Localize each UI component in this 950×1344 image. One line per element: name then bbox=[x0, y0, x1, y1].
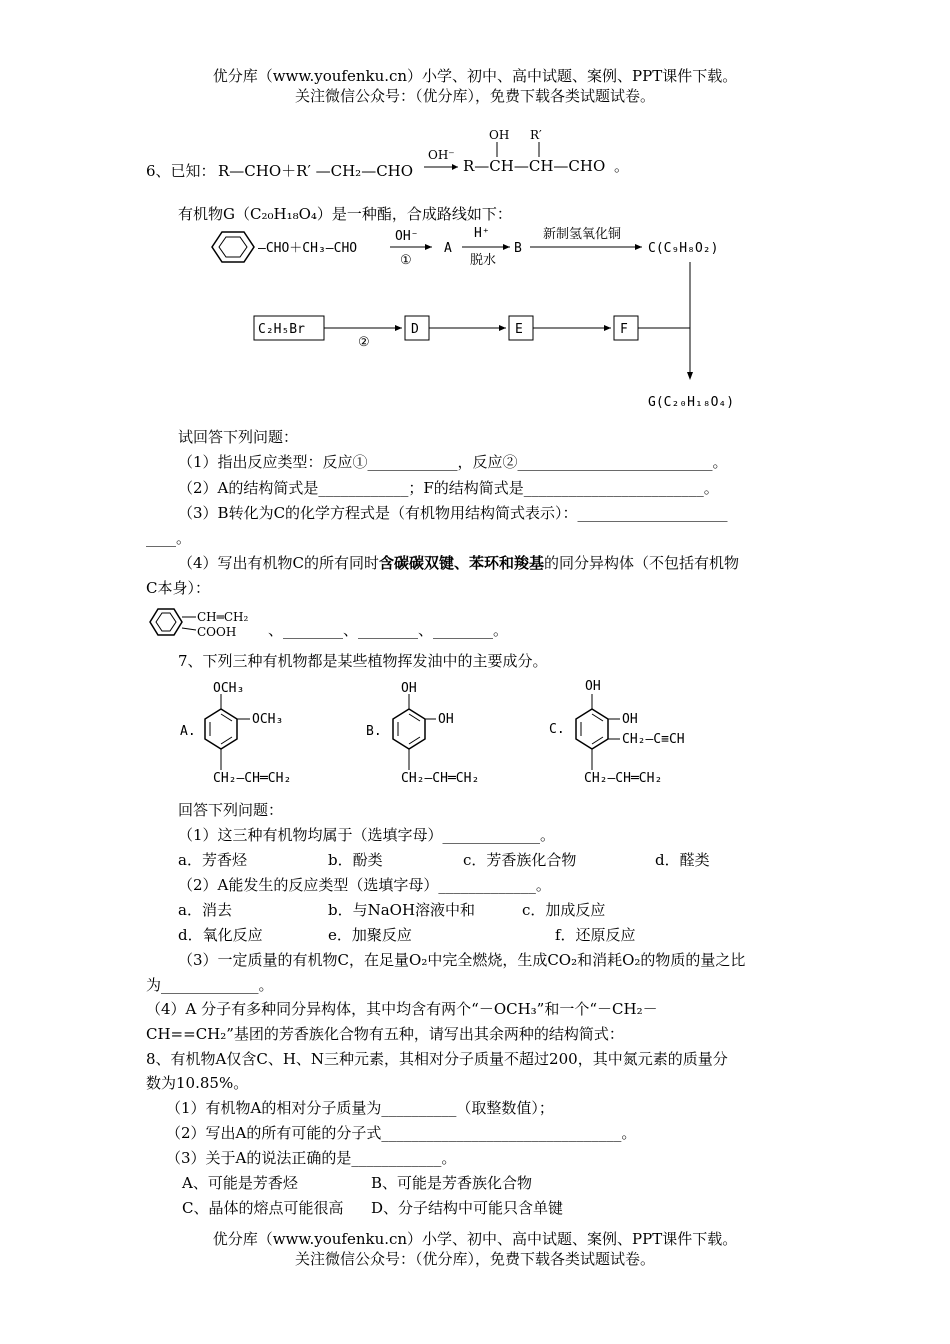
q7-sub4-cont: CH==CH₂”基团的芳香族化合物有五种，请写出其余两种的结构简式： bbox=[146, 1025, 624, 1043]
q7-a-g3: CH₂—CH═CH₂ bbox=[213, 771, 292, 786]
q6-answer-prompt: 试回答下列问题： bbox=[178, 428, 299, 446]
q6-sub4-bold: 含碳碳双键、苯环和羧基 bbox=[379, 554, 545, 572]
q7-sub3: （3）一定质量的有机物C，在足量O₂中完全燃烧，生成CO₂和消耗O₂的物质的量之比 bbox=[178, 951, 746, 969]
q6-catalyst: OH⁻ bbox=[428, 148, 455, 162]
q8-opt-c: C、晶体的熔点可能很高 bbox=[182, 1199, 344, 1217]
scheme-start2: C₂H₅Br bbox=[258, 322, 305, 337]
q7-b-g1: OH bbox=[401, 681, 417, 696]
footer-line-1: 优分库（www.youfenku.cn）小学、初中、高中试题、案例、PPT课件下载。 bbox=[212, 1230, 738, 1248]
q8-sub1: （1）有机物A的相对分子质量为__________（取整数值）； bbox=[166, 1099, 554, 1117]
q7-a-g1: OCH₃ bbox=[213, 681, 245, 696]
q7-c-g2: OH bbox=[622, 712, 638, 727]
q6-sub2: （2）A的结构简式是____________；F的结构简式是________________________。 bbox=[178, 479, 719, 497]
q6-example-top: CH═CH₂ bbox=[197, 610, 249, 624]
q6-intro: 有机物G（C₂₀H₁₈O₄）是一种酯，合成路线如下： bbox=[178, 205, 512, 223]
q7-sub2-opt-e: e．加聚反应 bbox=[328, 926, 412, 944]
q6-reaction-lhs: R—CHO＋R′ —CH₂—CHO bbox=[218, 162, 414, 180]
footer-line-2: 关注微信公众号：（优分库），免费下载各类试题试卷。 bbox=[294, 1250, 655, 1268]
q7-sub2-opt-f: f．还原反应 bbox=[555, 926, 636, 944]
q6-known-label: 6、已知： bbox=[146, 162, 216, 180]
scheme-g: G(C₂₀H₁₈O₄) bbox=[648, 395, 735, 410]
q6-sub3-cont: ____。 bbox=[146, 529, 192, 547]
q7-sub3-cont: 为_____________。 bbox=[146, 976, 274, 994]
q7-sub1-opt-b: b．酚类 bbox=[328, 851, 383, 869]
q8-sub2: （2）写出A的所有可能的分子式________________________________。 bbox=[166, 1124, 637, 1142]
q7-c-g2b: CH₂—C≡CH bbox=[622, 732, 685, 747]
q7-sub2-opt-a: a．消去 bbox=[178, 901, 232, 919]
structure-c-ring bbox=[576, 709, 608, 749]
scheme-b: B bbox=[514, 241, 522, 256]
header-line-2: 关注微信公众号：（优分库），免费下载各类试题试卷。 bbox=[294, 87, 655, 105]
q8-line1: 8、有机物A仅含C、H、N三种元素，其相对分子质量不超过200，其中氮元素的质量分 bbox=[146, 1050, 728, 1068]
scheme-h-plus: H⁺ bbox=[474, 226, 490, 241]
q7-sub2-opt-b: b．与NaOH溶液中和 bbox=[328, 901, 476, 919]
q6-sub3: （3）B转化为C的化学方程式是（有机物用结构简式表示）：____________________ bbox=[178, 504, 728, 522]
q7-sub1: （1）这三种有机物均属于（选填字母）_____________。 bbox=[178, 826, 556, 844]
q7-sub2-opt-d: d．氧化反应 bbox=[178, 926, 263, 944]
q6-product-oh: OH bbox=[489, 128, 510, 142]
q7-c-label: C. bbox=[549, 722, 565, 737]
q8-sub3: （3）关于A的说法正确的是____________。 bbox=[166, 1149, 457, 1167]
q7-prompt: 回答下列问题： bbox=[178, 801, 284, 819]
scheme-d: D bbox=[411, 322, 419, 337]
q6-product-main: R—CH—CH—CHO bbox=[463, 157, 606, 175]
q6-example-bottom: COOH bbox=[197, 625, 237, 639]
scheme-a: A bbox=[444, 241, 452, 256]
scheme-reagent: 新制氢氧化铜 bbox=[543, 227, 622, 242]
q8-opt-b: B、可能是芳香族化合物 bbox=[371, 1174, 533, 1192]
scheme-oh: OH⁻ bbox=[395, 229, 419, 244]
q7-c-g1: OH bbox=[585, 679, 601, 694]
q6-product-r: R′ bbox=[530, 128, 542, 142]
structure-a-ring bbox=[205, 709, 237, 749]
q7-b-g3: CH₂—CH═CH₂ bbox=[401, 771, 480, 786]
scheme-f: F bbox=[620, 322, 628, 337]
q7-sub1-opt-d: d．醛类 bbox=[655, 851, 710, 869]
q6-sub4-cont: C本身）： bbox=[146, 579, 210, 597]
q8-opt-a: A、可能是芳香烃 bbox=[182, 1174, 298, 1192]
scheme-step1: ① bbox=[400, 253, 412, 268]
q8-opt-d: D、分子结构中可能只含单键 bbox=[371, 1199, 564, 1217]
q7-a-label: A. bbox=[180, 724, 196, 739]
q7-b-g2: OH bbox=[438, 712, 454, 727]
q6-product-end: 。 bbox=[614, 157, 630, 175]
scheme-reactants: —CHO＋CH₃—CHO bbox=[258, 241, 358, 256]
q6-sub4-pre: （4）写出有机物C的所有同时 bbox=[178, 554, 380, 572]
q7-a-g2: OCH₃ bbox=[252, 712, 284, 727]
scheme-dehydrate: 脱水 bbox=[470, 253, 497, 268]
q7-sub2-opt-c: c．加成反应 bbox=[522, 901, 606, 919]
q7-sub1-opt-a: a．芳香烃 bbox=[178, 851, 247, 869]
structure-b-ring bbox=[393, 709, 425, 749]
q6-sub1: （1）指出反应类型：反应①____________，反应②__________________________。 bbox=[178, 453, 728, 471]
q7-sub4: （4）A 分子有多种同分异构体，其中均含有两个“－OCH₃”和一个“－CH₂－ bbox=[146, 1000, 658, 1018]
q6-example-blanks: 、________、________、________。 bbox=[268, 621, 509, 639]
q6-sub4-post: 的同分异构体（不包括有机物 bbox=[544, 554, 740, 572]
q7-sub1-opt-c: c．芳香族化合物 bbox=[463, 851, 577, 869]
q7-b-label: B. bbox=[366, 724, 382, 739]
q7-title: 7、下列三种有机物都是某些植物挥发油中的主要成分。 bbox=[178, 652, 548, 670]
q7-c-g3: CH₂—CH═CH₂ bbox=[584, 771, 663, 786]
scheme-c: C(C₉H₈O₂) bbox=[648, 241, 719, 256]
header-line-1: 优分库（www.youfenku.cn）小学、初中、高中试题、案例、PPT课件下载。 bbox=[212, 67, 738, 85]
scheme-e: E bbox=[515, 322, 523, 337]
q7-sub2: （2）A能发生的反应类型（选填字母）_____________。 bbox=[178, 876, 551, 894]
scheme-step2: ② bbox=[358, 335, 370, 350]
q8-line2: 数为10.85%。 bbox=[146, 1074, 249, 1092]
